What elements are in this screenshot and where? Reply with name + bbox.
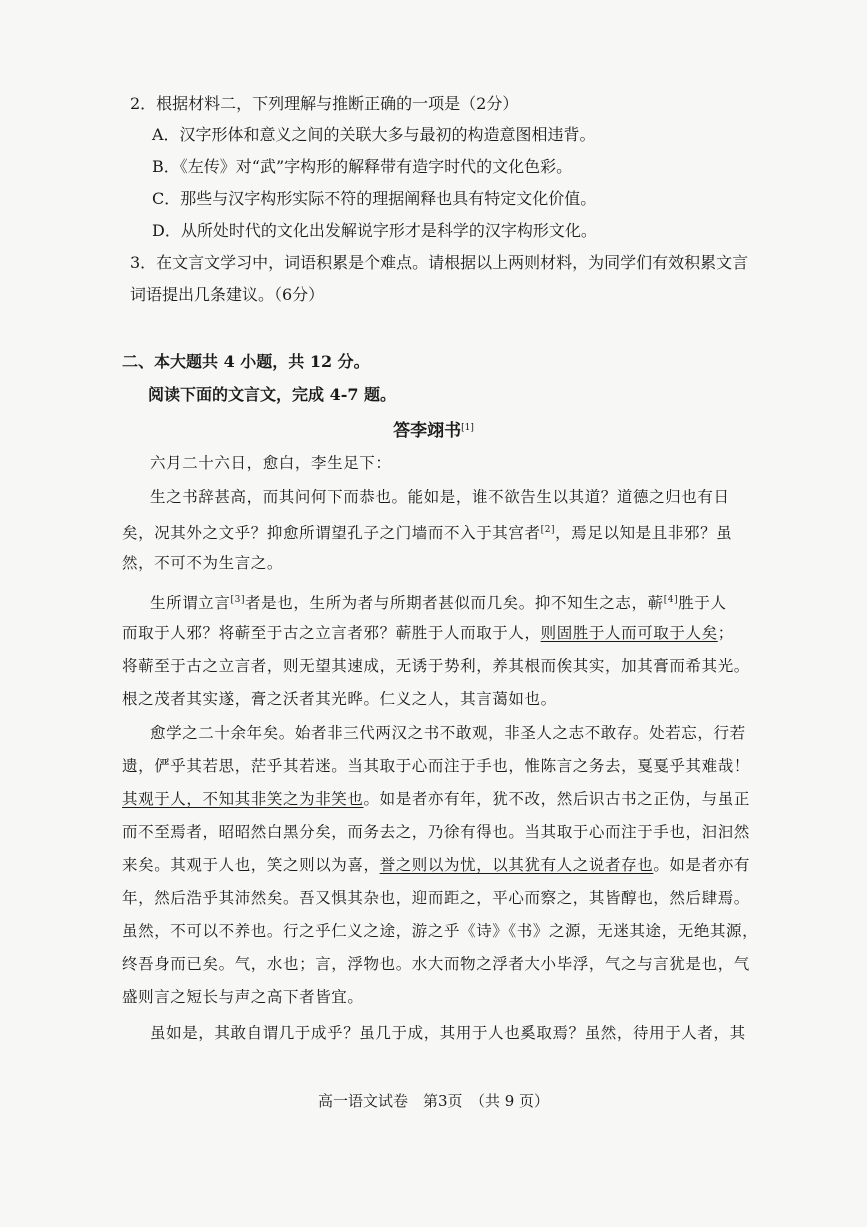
passage-p1-line: 生之书辞甚高，而其问何下而恭也。能如是，谁不欲告生以其道？道德之归也有日 bbox=[150, 488, 730, 506]
footnote-ref: [4] bbox=[663, 595, 679, 605]
passage-title-note: [1] bbox=[461, 423, 474, 433]
passage-greeting: 六月二十六日，愈白，李生足下： bbox=[150, 454, 392, 472]
question-2-option-d: D．从所处时代的文化出发解说字形才是科学的汉字构形文化。 bbox=[152, 221, 597, 240]
passage-p3-line: 年，然后浩乎其沛然矣。吾又惧其杂也，迎而距之，平心而察之，其皆醇也，然后肆焉。 bbox=[122, 889, 750, 907]
passage-p3-line: 虽然，不可以不养也。行之乎仁义之途，游之乎《诗》《书》之源，无迷其途，无绝其源， bbox=[122, 922, 759, 940]
footnote-ref: [2] bbox=[540, 525, 556, 535]
question-3-line-2: 词语提出几条建议。（6分） bbox=[130, 285, 325, 304]
passage-p2-line: 根之茂者其实遂，膏之沃者其光晔。仁义之人，其言蔼如也。 bbox=[122, 690, 557, 708]
question-2-option-b: B．《左传》对“武”字构形的解释带有造字时代的文化色彩。 bbox=[152, 157, 573, 176]
underlined-sentence: 誉之则以为忧，以其犹有人之说者存也 bbox=[379, 856, 654, 874]
passage-p2-line: 将蕲至于古之立言者，则无望其速成，无诱于势利，养其根而俟其实，加其膏而希其光。 bbox=[122, 657, 750, 675]
text-segment: 生所谓立言 bbox=[150, 594, 231, 612]
passage-p3-line bbox=[122, 853, 750, 877]
passage-p2-line bbox=[122, 621, 734, 645]
text-segment: 。如是者亦有 bbox=[653, 856, 750, 874]
text-segment: 来矣。其观于人也，笑之则以为喜， bbox=[122, 856, 380, 874]
passage-p2-line bbox=[150, 588, 727, 615]
section-heading: 二、本大题共 4 小题，共 12 分。 bbox=[122, 352, 370, 371]
text-segment: 胜于人 bbox=[678, 594, 727, 612]
text-segment: 矣，况其外之文乎？抑愈所谓望孔子之门墙而不入于其宫者 bbox=[122, 524, 541, 542]
underlined-sentence: 其观于人，不知其非笑之为非笑也 bbox=[122, 790, 364, 808]
passage-p3-line: 而不至焉者，昭昭然白黑分矣，而务去之，乃徐有得也。当其取于心而注于手也，汩汩然 bbox=[122, 823, 750, 841]
text-segment: 者是也，生所为者与所期者甚似而几矣。抑不知生之志，蕲 bbox=[245, 594, 664, 612]
text-segment: ； bbox=[717, 624, 734, 642]
text-segment: ，焉足以知是且非邪？虽 bbox=[555, 524, 733, 542]
question-3-line-1: 3．在文言文学习中，词语积累是个难点。请根据以上两则材料，为同学们有效积累文言 bbox=[130, 253, 749, 272]
text-segment: 。如是者亦有年，犹不改，然后识古书之正伪，与虽正 bbox=[363, 790, 750, 808]
question-2-option-a: A．汉字形体和意义之间的关联大多与最初的构造意图相违背。 bbox=[152, 125, 596, 144]
question-2-option-c: C．那些与汉字构形实际不符的理据阐释也具有特定文化价值。 bbox=[152, 189, 597, 208]
passage-title-text: 答李翊书 bbox=[393, 421, 462, 441]
section-instruction: 阅读下面的文言文，完成 4-7 题。 bbox=[148, 385, 397, 404]
text-segment: 而取于人邪？将蕲至于古之立言者邪？蕲胜于人而取于人， bbox=[122, 624, 541, 642]
footnote-ref: [3] bbox=[230, 595, 246, 605]
passage-p1-line: 然，不可不为生言之。 bbox=[122, 554, 284, 572]
passage-p3-line bbox=[122, 787, 750, 811]
passage-p3-line: 盛则言之短长与声之高下者皆宜。 bbox=[122, 988, 364, 1006]
passage-p3-line: 终吾身而已矣。气，水也；言，浮物也。水大而物之浮者大小毕浮，气之与言犹是也，气 bbox=[122, 955, 750, 973]
passage-p3-line: 愈学之二十余年矣。始者非三代两汉之书不敢观，非圣人之志不敢存。处若忘，行若 bbox=[150, 724, 746, 742]
underlined-sentence: 则固胜于人而可取于人矣 bbox=[540, 624, 718, 642]
passage-p3-line: 遗，俨乎其若思，茫乎其若迷。当其取于心而注于手也，惟陈言之务去，戛戛乎其难哉！ bbox=[122, 757, 750, 775]
page-footer: 高一语文试卷 第3页 （共 9 页） bbox=[317, 1092, 550, 1110]
passage-title bbox=[0, 416, 867, 443]
passage-p1-line bbox=[122, 518, 732, 545]
passage-p4-line: 虽如是，其敢自谓几于成乎？虽几于成，其用于人也奚取焉？虽然，待用于人者，其 bbox=[150, 1024, 746, 1042]
question-2-stem: 2．根据材料二，下列理解与推断正确的一项是（2分） bbox=[130, 94, 519, 113]
